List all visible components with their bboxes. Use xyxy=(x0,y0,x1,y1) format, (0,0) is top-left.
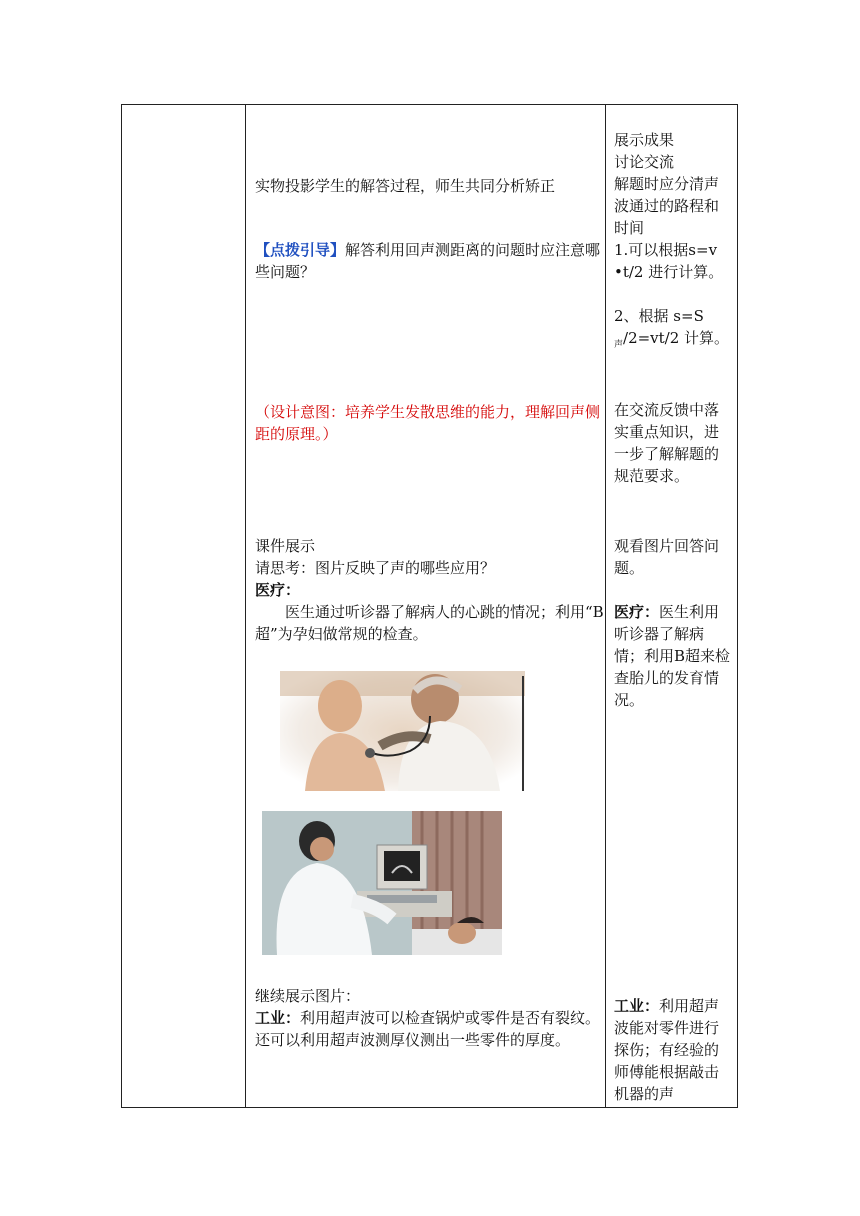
right-line-results: 展示成果 xyxy=(614,131,675,149)
question-text: 请思考：图片反映了声的哪些应用？ xyxy=(255,559,496,577)
column-divider-1 xyxy=(245,105,246,1107)
right-item-2-suffix: /2=vt/2 计算。 xyxy=(623,329,730,347)
teacher-activity-column xyxy=(255,105,607,1107)
right-industry-label: 工业： xyxy=(614,997,660,1015)
right-item-2-prefix: 2、根据 s=S xyxy=(614,307,704,325)
guide-label: 【点拨引导】 xyxy=(255,241,346,259)
lesson-table xyxy=(121,104,738,1108)
courseware-label: 课件展示 xyxy=(255,537,316,555)
right-industry xyxy=(614,995,732,1105)
ultrasound-photo xyxy=(262,811,502,955)
right-item-1: 1.可以根据s=v •t/2 进行计算。 xyxy=(614,241,724,281)
industry-text: 利用超声波可以检查锅炉或零件是否有裂纹。还可以利用超声波测厚仪测出一些零件的厚度。 xyxy=(255,1009,601,1049)
right-medical xyxy=(614,601,732,711)
student-activity-column xyxy=(614,105,734,1107)
stethoscope-photo xyxy=(280,671,525,791)
medical-label: 医疗： xyxy=(255,581,301,599)
right-item-2-sub: 声 xyxy=(614,340,624,350)
medical-text: 医生通过听诊器了解病人的心跳的情况；利用“B超”为孕妇做常规的检查。 xyxy=(255,603,604,643)
right-feedback: 在交流反馈中落实重点知识，进一步了解解题的规范要求。 xyxy=(614,401,720,485)
right-watch: 观看图片回答问题。 xyxy=(614,537,720,577)
projection-text: 实物投影学生的解答过程，师生共同分析矫正 xyxy=(255,177,556,195)
right-medical-text: 医生利用听诊器了解病情；利用B超来检查胎儿的发育情况。 xyxy=(614,603,731,709)
right-medical-label: 医疗： xyxy=(614,603,660,621)
right-industry-text: 利用超声波能对零件进行探伤；有经验的师傅能根据敲击机器的声 xyxy=(614,997,720,1103)
industry-paragraph xyxy=(255,1007,607,1051)
industry-label: 工业： xyxy=(255,1009,301,1027)
right-item-2 xyxy=(614,305,732,356)
design-intent: （设计意图：培养学生发散思维的能力，理解回声侧距的原理。） xyxy=(255,403,601,443)
right-line-discuss: 讨论交流 xyxy=(614,153,675,171)
guide-paragraph xyxy=(255,239,605,283)
guide-text: 解答利用回声测距离的问题时应注意哪些问题？ xyxy=(255,241,601,281)
right-line-solve: 解题时应分清声波通过的路程和时间 xyxy=(614,175,720,237)
continue-label: 继续展示图片： xyxy=(255,987,361,1005)
